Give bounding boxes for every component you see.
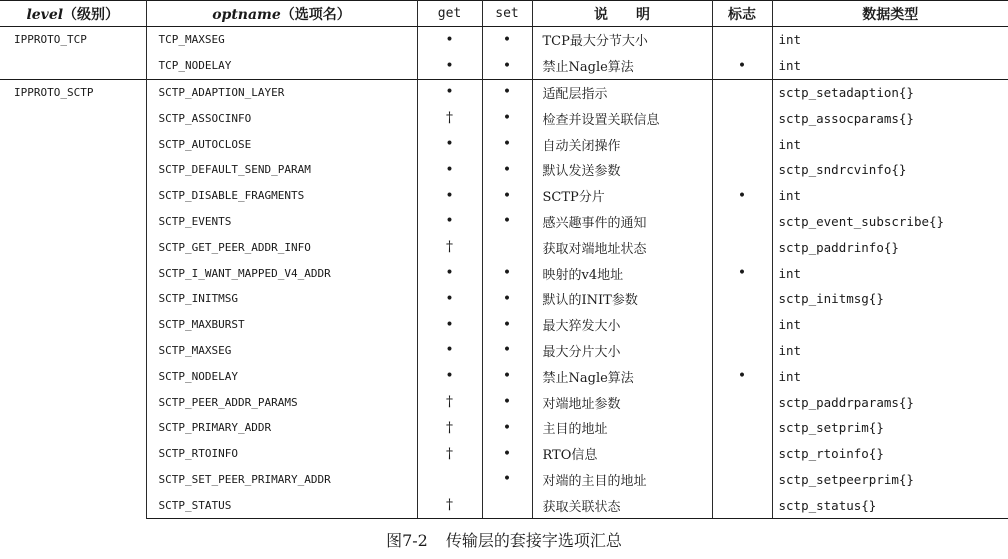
optname-cell: SCTP_INITMSG [146, 286, 417, 312]
datatype-cell: sctp_assocparams{} [772, 105, 1008, 131]
set-cell: • [482, 338, 532, 364]
table-row [0, 467, 1008, 493]
datatype-cell: sctp_status{} [772, 492, 1008, 518]
get-cell: • [417, 286, 482, 312]
table-row [0, 234, 1008, 260]
flag-cell [712, 234, 772, 260]
optname-cell: SCTP_AUTOCLOSE [146, 131, 417, 157]
datatype-cell: sctp_initmsg{} [772, 286, 1008, 312]
description-cell: 适配层指示 [532, 79, 712, 105]
figure-caption [0, 528, 1008, 551]
datatype-cell: sctp_setprim{} [772, 415, 1008, 441]
get-cell: • [417, 131, 482, 157]
set-cell: • [482, 105, 532, 131]
get-cell: • [417, 363, 482, 389]
optname-cell: SCTP_GET_PEER_ADDR_INFO [146, 234, 417, 260]
description-cell: 禁止Nagle算法 [532, 363, 712, 389]
description-cell: 对端的主目的地址 [532, 467, 712, 493]
get-cell: • [417, 312, 482, 338]
set-cell: • [482, 157, 532, 183]
datatype-cell: sctp_paddrinfo{} [772, 234, 1008, 260]
description-cell: TCP最大分节大小 [532, 27, 712, 53]
description-cell: 禁止Nagle算法 [532, 53, 712, 79]
table-row [0, 389, 1008, 415]
header-level: level（级别） [0, 1, 146, 27]
get-cell: • [417, 209, 482, 235]
datatype-cell: sctp_rtoinfo{} [772, 441, 1008, 467]
header-optname: optname（选项名） [146, 1, 417, 27]
description-cell: RTO信息 [532, 441, 712, 467]
set-cell [482, 492, 532, 518]
caption-number: 图7-2 [386, 531, 428, 550]
description-cell: 默认的INIT参数 [532, 286, 712, 312]
flag-cell [712, 131, 772, 157]
get-cell: † [417, 234, 482, 260]
optname-cell: SCTP_NODELAY [146, 363, 417, 389]
flag-cell [712, 338, 772, 364]
get-cell: • [417, 260, 482, 286]
description-cell: 映射的v4地址 [532, 260, 712, 286]
optname-cell: SCTP_ASSOCINFO [146, 105, 417, 131]
table-row [0, 27, 1008, 53]
description-cell: 感兴趣事件的通知 [532, 209, 712, 235]
get-cell: • [417, 79, 482, 105]
flag-cell [712, 467, 772, 493]
flag-cell [712, 286, 772, 312]
get-cell: • [417, 27, 482, 53]
table-row [0, 157, 1008, 183]
description-cell: 获取关联状态 [532, 492, 712, 518]
table-row [0, 363, 1008, 389]
table-row [0, 286, 1008, 312]
flag-cell [712, 157, 772, 183]
set-cell: • [482, 286, 532, 312]
set-cell: • [482, 441, 532, 467]
table-row [0, 209, 1008, 235]
table-row [0, 441, 1008, 467]
table-row [0, 492, 1008, 518]
get-cell: † [417, 389, 482, 415]
caption-text: 传输层的套接字选项汇总 [445, 531, 622, 550]
set-cell: • [482, 53, 532, 79]
flag-cell [712, 105, 772, 131]
datatype-cell: int [772, 363, 1008, 389]
optname-cell: SCTP_MAXBURST [146, 312, 417, 338]
description-cell: 对端地址参数 [532, 389, 712, 415]
set-cell: • [482, 183, 532, 209]
flag-cell: • [712, 363, 772, 389]
flag-cell [712, 312, 772, 338]
flag-cell: • [712, 183, 772, 209]
flag-cell [712, 209, 772, 235]
get-cell: • [417, 53, 482, 79]
optname-cell: SCTP_PRIMARY_ADDR [146, 415, 417, 441]
datatype-cell: int [772, 338, 1008, 364]
optname-cell: SCTP_STATUS [146, 492, 417, 518]
set-cell: • [482, 260, 532, 286]
table-row [0, 53, 1008, 79]
datatype-cell: int [772, 312, 1008, 338]
flag-cell [712, 27, 772, 53]
description-cell: SCTP分片 [532, 183, 712, 209]
datatype-cell: sctp_paddrparams{} [772, 389, 1008, 415]
table-body [0, 27, 1008, 519]
datatype-cell: int [772, 53, 1008, 79]
level-cell: IPPROTO_SCTP [0, 79, 146, 519]
flag-cell [712, 492, 772, 518]
table-row [0, 183, 1008, 209]
optname-cell: SCTP_DISABLE_FRAGMENTS [146, 183, 417, 209]
get-cell: • [417, 183, 482, 209]
table-row [0, 338, 1008, 364]
optname-cell: SCTP_I_WANT_MAPPED_V4_ADDR [146, 260, 417, 286]
description-cell: 检查并设置关联信息 [532, 105, 712, 131]
description-cell: 最大分片大小 [532, 338, 712, 364]
optname-cell: SCTP_DEFAULT_SEND_PARAM [146, 157, 417, 183]
flag-cell [712, 415, 772, 441]
description-cell: 默认发送参数 [532, 157, 712, 183]
header-get: get [417, 1, 482, 27]
datatype-cell: int [772, 27, 1008, 53]
table-row [0, 260, 1008, 286]
get-cell: • [417, 338, 482, 364]
header-description: 说 明 [532, 1, 712, 27]
get-cell [417, 467, 482, 493]
optname-cell: SCTP_RTOINFO [146, 441, 417, 467]
set-cell: • [482, 363, 532, 389]
optname-cell: SCTP_EVENTS [146, 209, 417, 235]
description-cell: 主目的地址 [532, 415, 712, 441]
header-set: set [482, 1, 532, 27]
description-cell: 获取对端地址状态 [532, 234, 712, 260]
datatype-cell: sctp_sndrcvinfo{} [772, 157, 1008, 183]
get-cell: † [417, 492, 482, 518]
optname-cell: SCTP_SET_PEER_PRIMARY_ADDR [146, 467, 417, 493]
datatype-cell: int [772, 260, 1008, 286]
set-cell: • [482, 415, 532, 441]
get-cell: † [417, 415, 482, 441]
optname-cell: TCP_MAXSEG [146, 27, 417, 53]
set-cell: • [482, 209, 532, 235]
description-cell: 最大猝发大小 [532, 312, 712, 338]
set-cell: • [482, 79, 532, 105]
table-row [0, 312, 1008, 338]
table-row [0, 131, 1008, 157]
level-cell: IPPROTO_TCP [0, 27, 146, 80]
datatype-cell: sctp_setpeerprim{} [772, 467, 1008, 493]
header-datatype: 数据类型 [772, 1, 1008, 27]
set-cell: • [482, 389, 532, 415]
optname-cell: SCTP_ADAPTION_LAYER [146, 79, 417, 105]
header-row [0, 1, 1008, 27]
set-cell: • [482, 27, 532, 53]
datatype-cell: int [772, 183, 1008, 209]
table-row [0, 415, 1008, 441]
optname-cell: SCTP_PEER_ADDR_PARAMS [146, 389, 417, 415]
flag-cell: • [712, 260, 772, 286]
flag-cell [712, 389, 772, 415]
datatype-cell: sctp_setadaption{} [772, 79, 1008, 105]
datatype-cell: sctp_event_subscribe{} [772, 209, 1008, 235]
flag-cell [712, 79, 772, 105]
set-cell: • [482, 467, 532, 493]
get-cell: • [417, 157, 482, 183]
table-row [0, 79, 1008, 105]
set-cell: • [482, 131, 532, 157]
set-cell [482, 234, 532, 260]
get-cell: † [417, 105, 482, 131]
flag-cell: • [712, 53, 772, 79]
datatype-cell: int [772, 131, 1008, 157]
get-cell: † [417, 441, 482, 467]
table-row [0, 105, 1008, 131]
header-flag: 标志 [712, 1, 772, 27]
optname-cell: SCTP_MAXSEG [146, 338, 417, 364]
flag-cell [712, 441, 772, 467]
set-cell: • [482, 312, 532, 338]
optname-cell: TCP_NODELAY [146, 53, 417, 79]
description-cell: 自动关闭操作 [532, 131, 712, 157]
